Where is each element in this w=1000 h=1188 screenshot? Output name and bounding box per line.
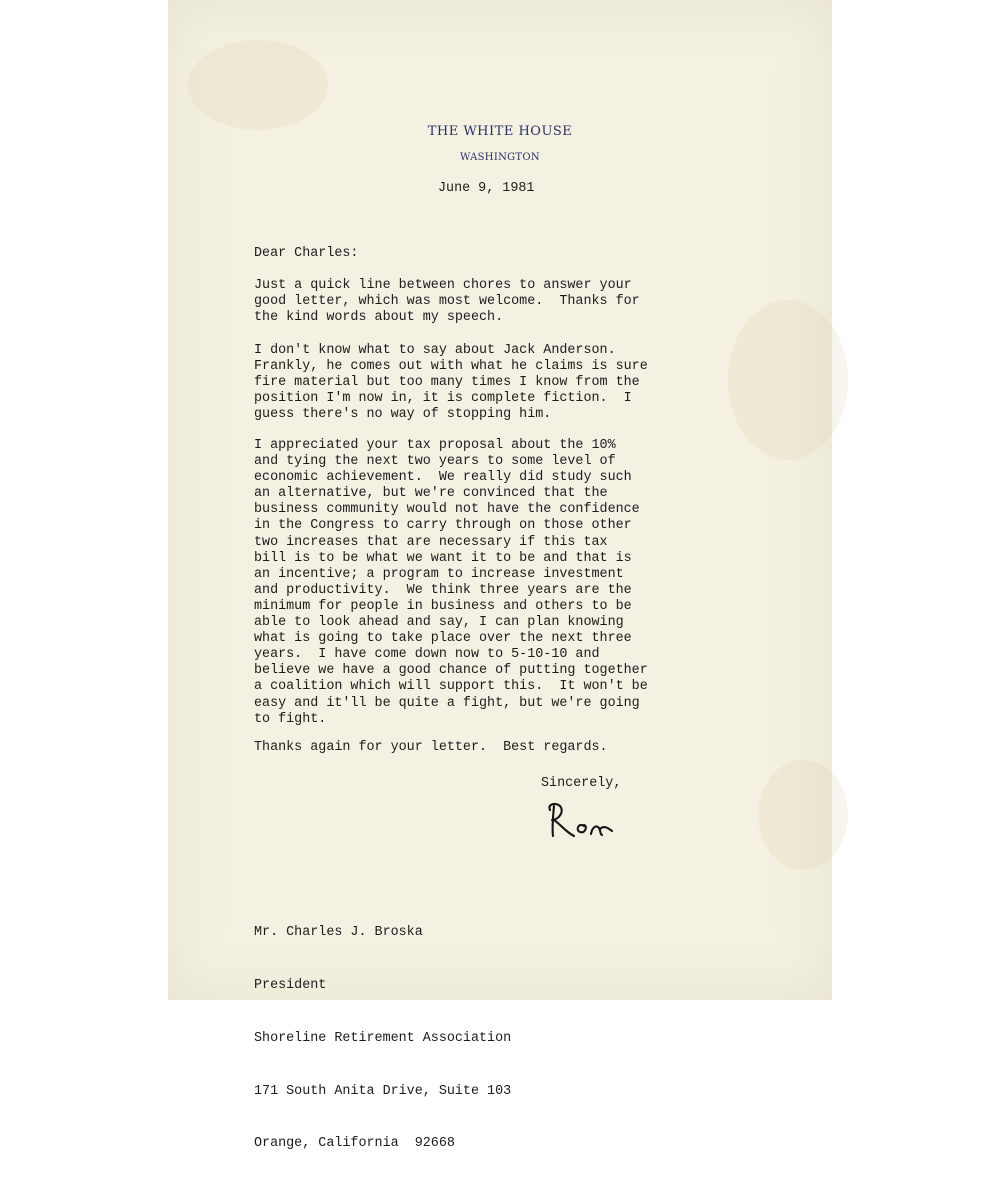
recipient-organization: Shoreline Retirement Association <box>254 1030 512 1046</box>
paragraph-thanks: Thanks again for your letter. Best regards. <box>254 740 608 755</box>
letter-page <box>168 0 832 1152</box>
recipient-name: Mr. Charles J. Broska <box>254 925 423 941</box>
signature-ron <box>544 798 634 846</box>
recipient-street: 171 South Anita Drive, Suite 103 <box>254 1083 512 1099</box>
paper-stain <box>758 760 848 870</box>
recipient-title: President <box>254 977 327 993</box>
recipient-city: Orange, California 92668 <box>254 1136 455 1152</box>
letter-date: June 9, 1981 <box>438 181 535 196</box>
recipient-address <box>254 889 511 1188</box>
paragraph-tax-proposal: I appreciated your tax proposal about the 10% and tying the next two years to some level of economic achievement. We really did study such an alternative, but we're convinced that the business community would not have the confidence in the Congress to carry through on those other two increases that are necessary if this tax bill is to be what we want it to be and that is an incentive; a program to increase investment and productivity. We think three years are the minimum for people in business and others to be able to look ahead and say, I can plan knowing what is going to take place over the next three years. I have come down now to 5-10-10 and believe we have a good chance of putting together a coalition which will support this. It won't be easy and it'll be quite a fight, but we're going to fight. <box>254 438 648 727</box>
paper-stain <box>728 300 848 460</box>
letterhead-city: WASHINGTON <box>460 152 540 163</box>
letterhead-title: THE WHITE HOUSE <box>427 124 573 139</box>
paragraph-intro: Just a quick line between chores to answer your good letter, which was most welcome. Thanks for the kind words about my speech. <box>254 278 640 326</box>
salutation: Dear Charles: <box>254 246 359 261</box>
closing: Sincerely, <box>541 776 622 791</box>
paper-stain <box>188 40 328 130</box>
paragraph-anderson: I don't know what to say about Jack Anderson. Frankly, he comes out with what he claims is sure fire material but too many times I know from the position I'm now in, it is complete fiction. I guess there's no way of stopping him. <box>254 343 648 423</box>
